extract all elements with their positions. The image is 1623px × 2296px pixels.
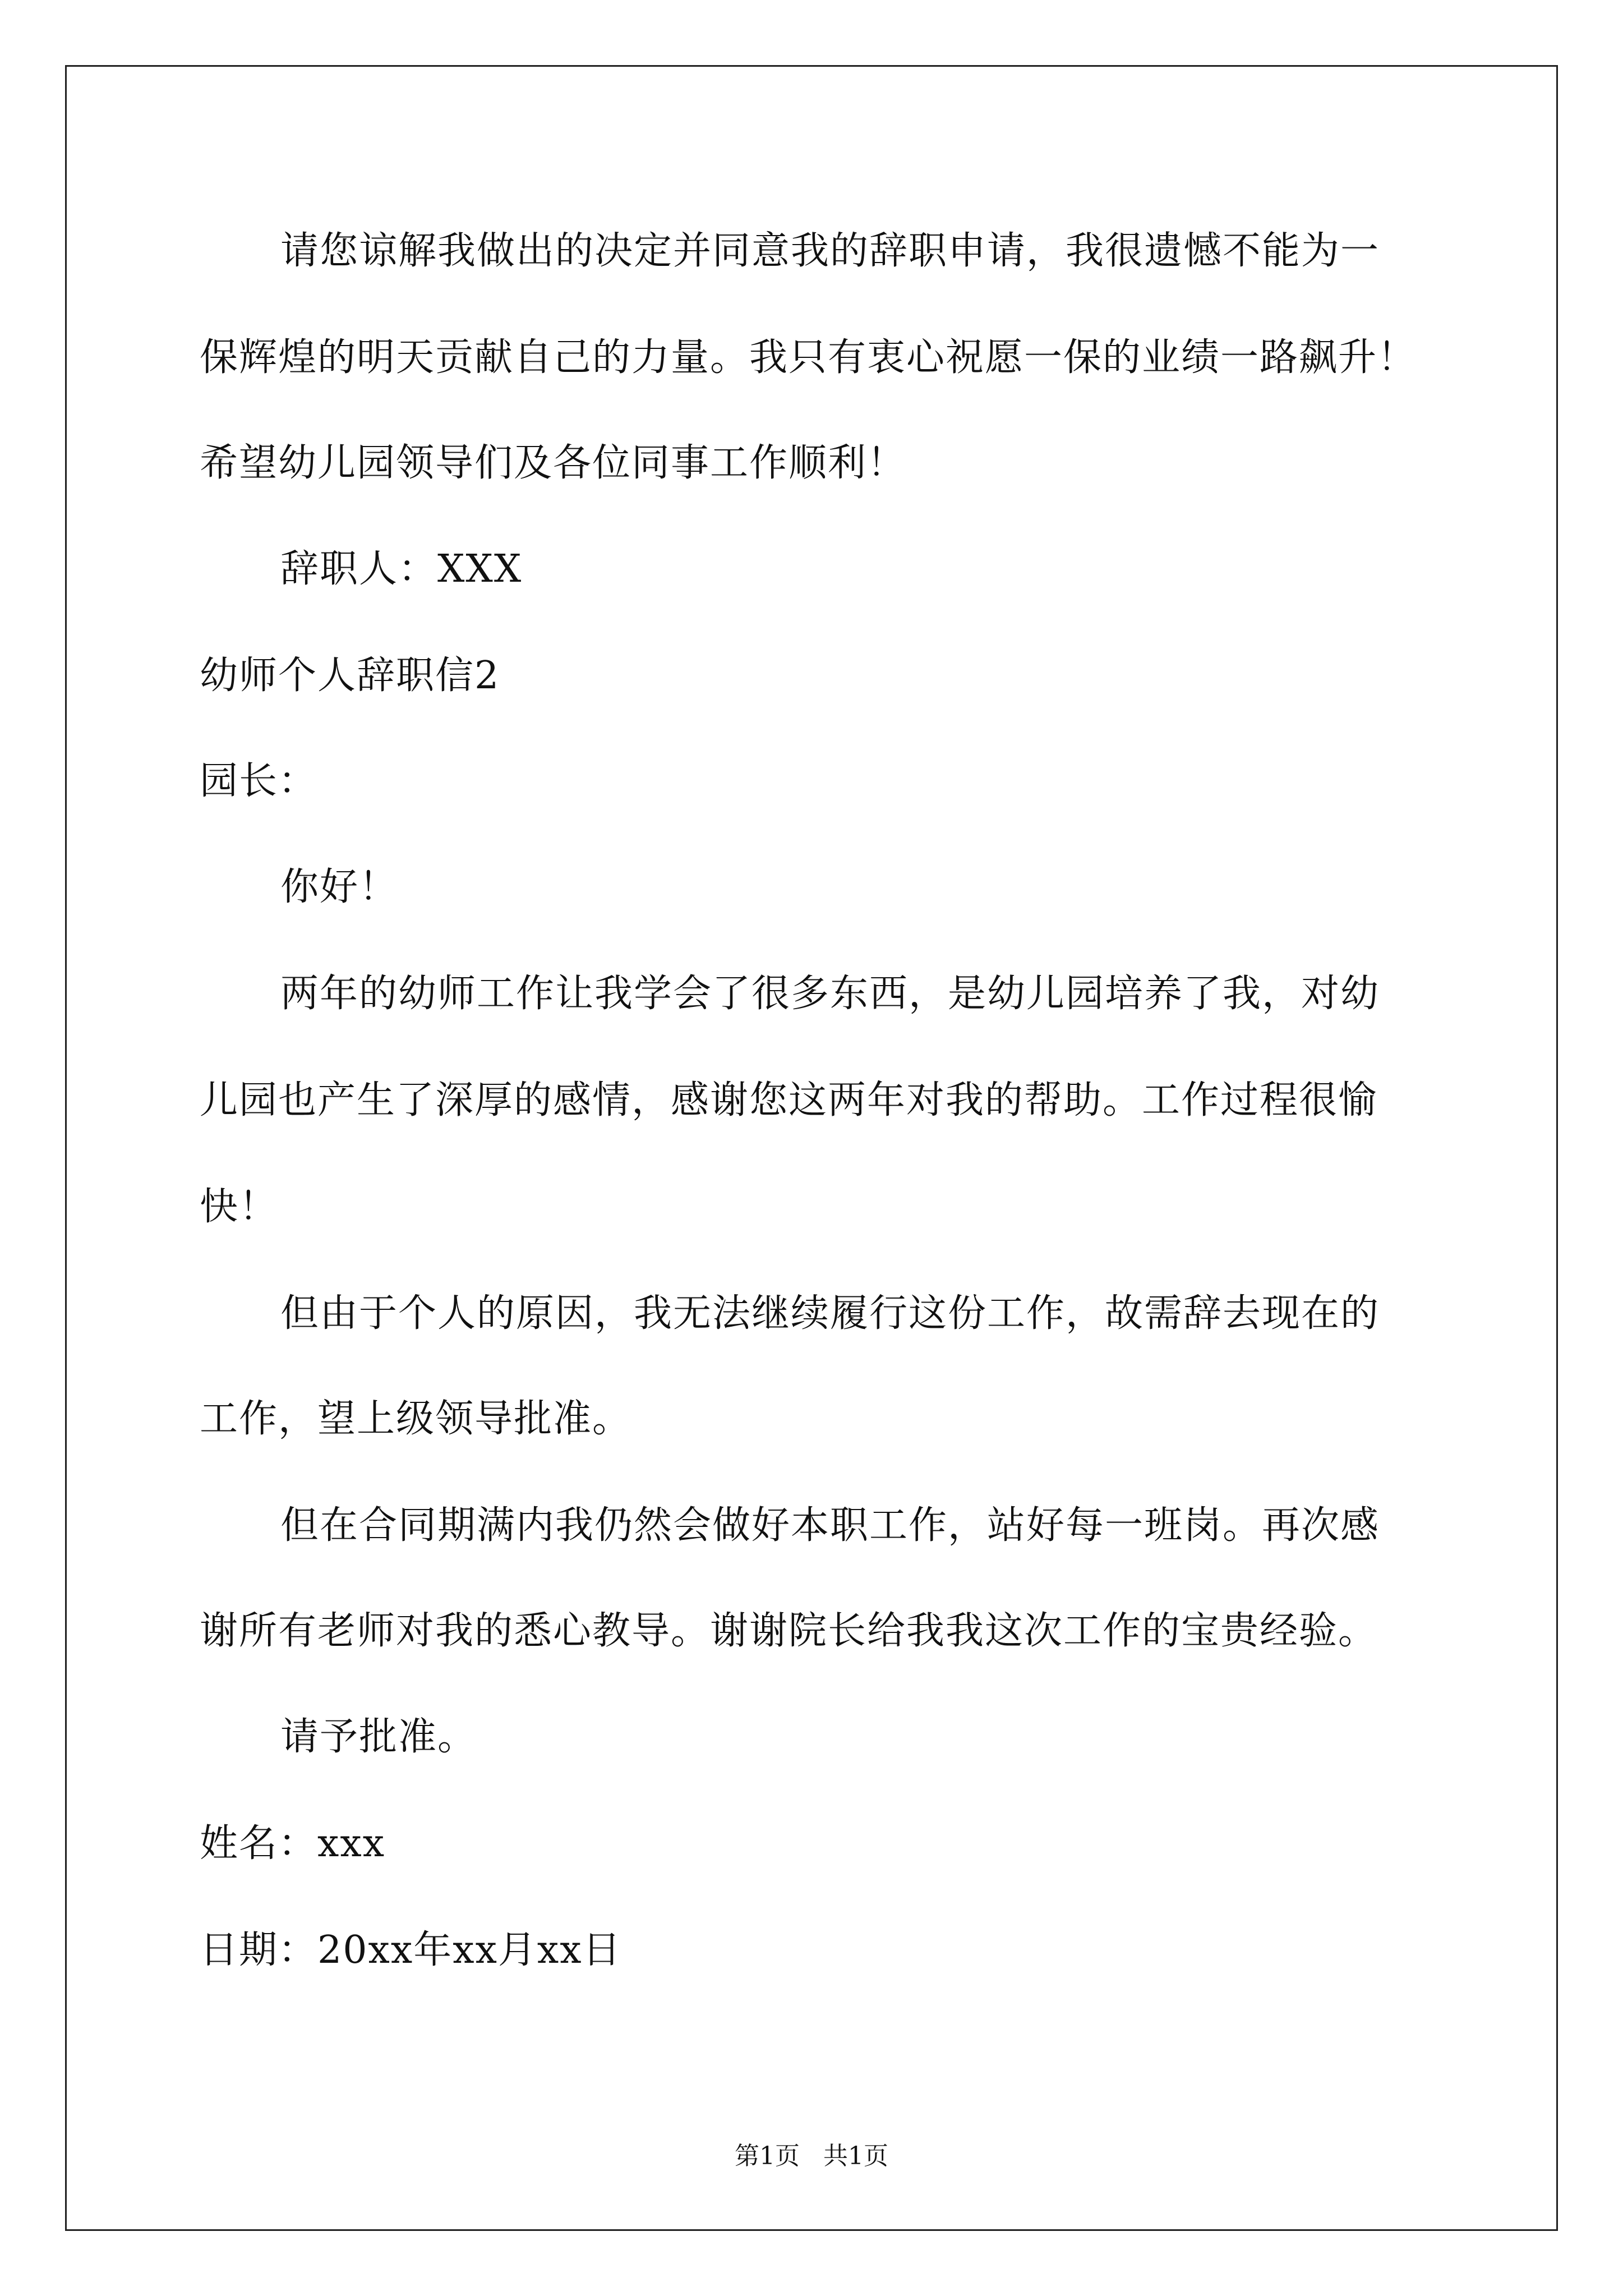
page-frame	[65, 65, 1558, 2231]
signature-line: 辞职人：XXX	[280, 547, 523, 591]
paragraph-line: 儿园也产生了深厚的感情，感谢您这两年对我的帮助。工作过程很愉	[200, 1078, 1378, 1122]
page-footer: 第1页 共1页	[735, 2142, 888, 2170]
paragraph-line: 希望幼儿园领导们及各位同事工作顺利！	[200, 441, 907, 485]
paragraph-line: 请您谅解我做出的决定并同意我的辞职申请，我很遗憾不能为一	[280, 229, 1380, 273]
paragraph-line: 工作，望上级领导批准。	[200, 1397, 632, 1441]
salutation: 园长：	[200, 759, 318, 803]
letter-title: 幼师个人辞职信2	[200, 654, 500, 698]
paragraph-line: 但由于个人的原因，我无法继续履行这份工作，故需辞去现在的	[280, 1291, 1380, 1336]
paragraph-line: 谢所有老师对我的悉心教导。谢谢院长给我我这次工作的宝贵经验。	[200, 1609, 1378, 1653]
paragraph-line: 快！	[200, 1185, 279, 1229]
date-line: 日期：20xx年xx月xx日	[200, 1928, 622, 1972]
paragraph-line: 但在合同期满内我仍然会做好本职工作，站好每一班岗。再次感	[280, 1503, 1380, 1548]
paragraph-line: 保辉煌的明天贡献自己的力量。我只有衷心祝愿一保的业绩一路飙升！	[200, 335, 1417, 380]
paragraph-line: 两年的幼师工作让我学会了很多东西，是幼儿园培养了我，对幼	[280, 972, 1380, 1016]
name-line: 姓名：xxx	[200, 1821, 386, 1866]
closing-request: 请予批准。	[280, 1715, 477, 1759]
greeting: 你好！	[280, 865, 399, 909]
